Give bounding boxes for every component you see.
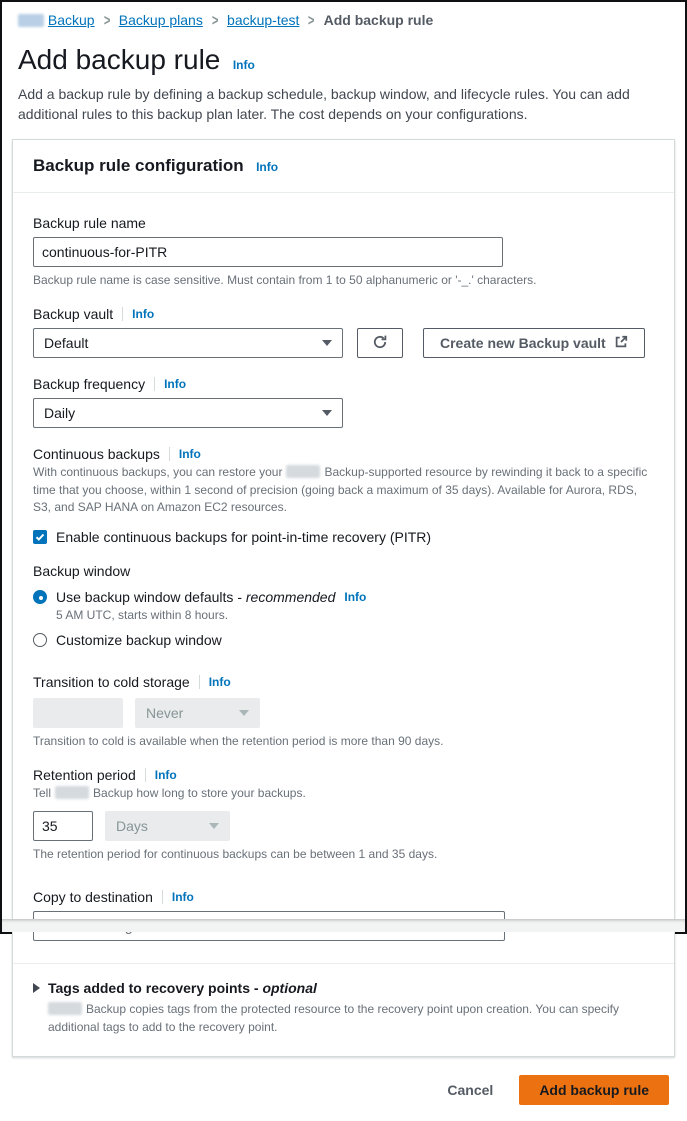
cold-storage-unit-select <box>135 698 260 728</box>
page-title-info-link[interactable]: Info <box>232 58 255 72</box>
backup-window-label: Backup window <box>33 562 131 579</box>
window-default-description: 5 AM UTC, starts within 8 hours. <box>56 607 229 622</box>
tags-expandable-header[interactable] <box>33 980 654 996</box>
breadcrumb-current-page: Add backup rule <box>323 12 434 28</box>
cancel-button[interactable]: Cancel <box>431 1076 509 1104</box>
page-title: Add backup rule <box>18 44 221 75</box>
field-cold-storage <box>33 674 654 750</box>
retention-value-input[interactable] <box>33 811 93 841</box>
retention-helper: The retention period for continuous backups can be between 1 and 35 days. <box>33 846 438 861</box>
label-divider <box>162 890 163 904</box>
label-divider <box>169 447 170 461</box>
copy-destination-label: Copy to destination <box>33 888 153 905</box>
window-custom-radio[interactable] <box>33 633 47 647</box>
copy-destination-info-link[interactable]: Info <box>171 889 194 904</box>
create-vault-label: Create new Backup vault <box>440 335 606 352</box>
breadcrumb-item-backup[interactable]: Backup <box>18 12 95 28</box>
breadcrumb-separator-icon: > <box>103 11 110 29</box>
cold-storage-value-input <box>33 698 123 728</box>
chevron-down-icon <box>322 410 332 416</box>
window-default-radio[interactable] <box>33 590 47 604</box>
form-actions <box>2 1057 685 1121</box>
refresh-icon <box>372 334 388 353</box>
viewport-bottom-strip <box>2 919 685 932</box>
field-backup-window <box>33 563 654 648</box>
frequency-label: Backup frequency <box>33 376 146 393</box>
retention-unit-select <box>105 811 230 841</box>
refresh-vaults-button[interactable] <box>357 328 403 358</box>
tags-description: Backup copies tags from the protected resource to the recovery point upon creation. You can specify additional tags to add to the recovery point. <box>48 1001 619 1034</box>
rule-name-input[interactable] <box>33 237 503 267</box>
pitr-checkbox-label: Enable continuous backups for point-in-time recovery (PITR) <box>56 528 432 545</box>
pitr-checkbox-row <box>33 529 654 545</box>
field-retention-period <box>33 767 654 862</box>
window-default-option <box>33 589 654 605</box>
label-divider <box>199 675 200 689</box>
redacted-brand <box>48 1002 82 1015</box>
frequency-info-link[interactable]: Info <box>164 377 187 392</box>
label-divider <box>145 768 146 782</box>
add-backup-rule-button[interactable]: Add backup rule <box>519 1075 669 1105</box>
external-link-icon <box>614 335 628 352</box>
continuous-info-link[interactable]: Info <box>178 447 201 462</box>
cold-storage-helper: Transition to cold is available when the retention period is more than 90 days. <box>33 733 444 748</box>
redacted-brand <box>18 14 44 27</box>
vault-selected-value: Default <box>44 335 89 352</box>
cold-storage-unit-value: Never <box>146 704 184 721</box>
label-divider <box>154 377 155 391</box>
redacted-brand <box>286 465 320 478</box>
window-default-info-link[interactable]: Info <box>344 589 367 604</box>
vault-info-link[interactable]: Info <box>132 307 155 322</box>
label-divider <box>122 307 123 321</box>
expand-triangle-icon <box>33 983 40 993</box>
retention-unit-value: Days <box>116 817 148 834</box>
breadcrumb-item-backup-plans[interactable]: Backup plans <box>118 12 203 28</box>
create-new-backup-vault-button[interactable] <box>423 328 645 358</box>
breadcrumb-item-backup-test[interactable]: backup-test <box>227 12 300 28</box>
retention-info-link[interactable]: Info <box>154 768 177 783</box>
cold-storage-info-link[interactable]: Info <box>208 674 231 689</box>
cold-storage-label: Transition to cold storage <box>33 673 190 690</box>
card-title: Backup rule configuration <box>33 155 244 175</box>
field-backup-frequency <box>33 376 654 428</box>
chevron-down-icon <box>322 340 332 346</box>
window-custom-option <box>33 632 654 648</box>
field-backup-rule-name <box>33 215 654 289</box>
chevron-down-icon <box>239 710 249 716</box>
tags-title: Tags added to recovery points - optional <box>48 979 317 996</box>
frequency-selected-value: Daily <box>44 405 76 422</box>
field-copy-destination <box>33 889 654 941</box>
window-default-label: Use backup window defaults - recommended <box>56 588 336 605</box>
redacted-brand <box>55 786 89 799</box>
continuous-description: With continuous backups, you can restore your Backup-supported resource by rewinding it back to a specific time that you choose, within 1 second of precision (going back a maximum of 35 days). Available for Aurora, RDS, S3, and SAP HANA on Amazon EC2 resources. <box>33 465 648 515</box>
continuous-label: Continuous backups <box>33 446 160 463</box>
page-description: Add a backup rule by defining a backup schedule, backup window, and lifecycle rules. You can add additional rules to this backup plan later. The cost depends on your configurations. <box>18 86 630 123</box>
field-backup-vault <box>33 306 654 358</box>
breadcrumb <box>2 2 685 28</box>
card-title-info-link[interactable]: Info <box>256 159 279 174</box>
card-header <box>13 140 674 193</box>
breadcrumb-separator-icon: > <box>211 11 219 29</box>
chevron-down-icon <box>209 823 219 829</box>
retention-label: Retention period <box>33 767 136 784</box>
section-divider <box>13 963 674 964</box>
vault-select[interactable] <box>33 328 343 358</box>
pitr-checkbox[interactable] <box>33 530 47 544</box>
frequency-select[interactable] <box>33 398 343 428</box>
page-header <box>2 28 685 125</box>
breadcrumb-separator-icon: > <box>308 11 315 29</box>
retention-description: Tell Backup how long to store your backups. <box>33 786 306 801</box>
vault-label: Backup vault <box>33 306 114 323</box>
rule-name-label: Backup rule name <box>33 214 146 231</box>
window-custom-label: Customize backup window <box>56 631 222 648</box>
field-continuous-backups <box>33 446 654 544</box>
rule-name-helper: Backup rule name is case sensitive. Must contain from 1 to 50 alphanumeric or '-_.' characters. <box>33 272 537 287</box>
